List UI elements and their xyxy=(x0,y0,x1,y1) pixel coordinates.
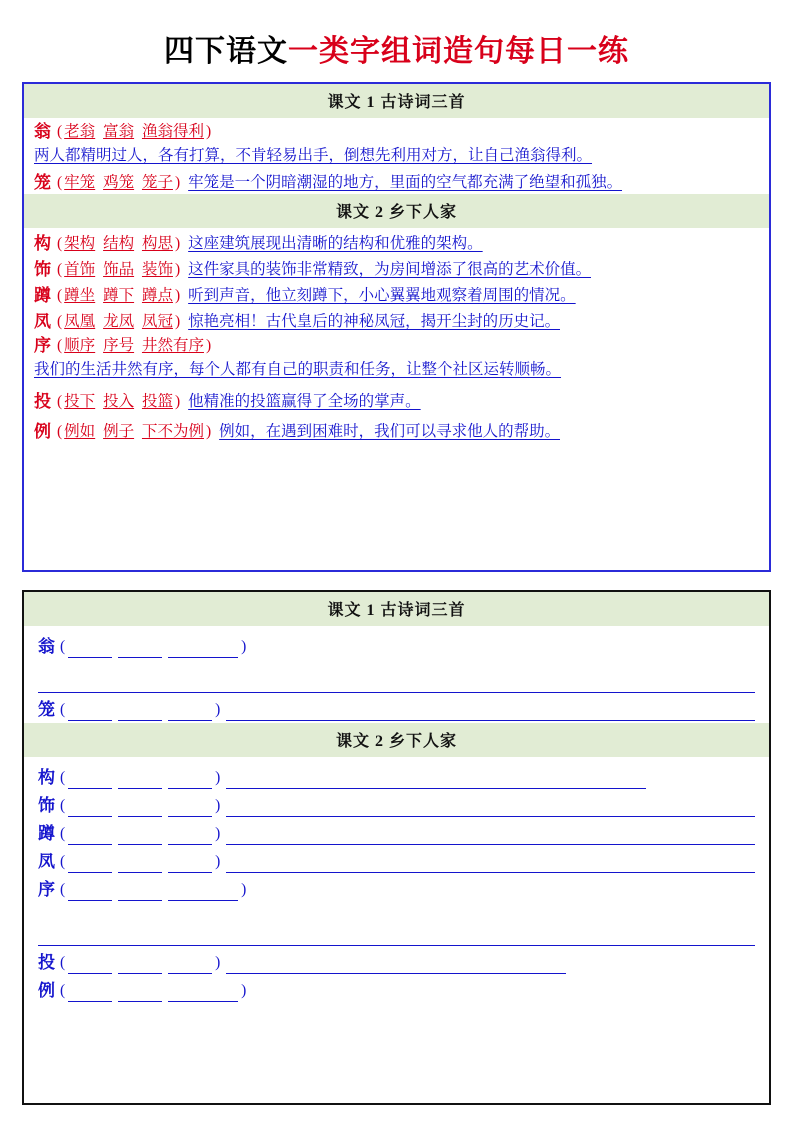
target-character: 蹲 xyxy=(34,286,51,305)
sentence-blank-line[interactable] xyxy=(226,857,755,873)
word-item: 凤冠 xyxy=(141,313,173,330)
word-blank-group: ( ) xyxy=(60,879,246,901)
word-group: ( 投下 投入 投篮 ) xyxy=(57,393,181,410)
answer-row xyxy=(34,230,759,256)
answer-sentence: 听到声音，他立刻蹲下，小心翼翼地观察着周围的情况。 xyxy=(188,287,576,304)
word-blank[interactable] xyxy=(118,829,162,845)
target-character: 例 xyxy=(38,981,55,1000)
practice-lesson2-heading: 课文 2 乡下人家 xyxy=(24,723,769,757)
word-item: 投入 xyxy=(103,393,135,410)
word-item: 下不为例 xyxy=(141,423,204,440)
word-item: 结构 xyxy=(103,235,135,252)
word-item: 架构 xyxy=(64,235,96,252)
practice-row xyxy=(38,976,755,1004)
answer-row xyxy=(34,282,759,308)
word-item: 老翁 xyxy=(64,123,96,140)
target-character: 构 xyxy=(34,234,51,253)
word-blank-group: ( ) xyxy=(60,952,220,974)
practice-box xyxy=(22,590,771,1105)
word-blank[interactable] xyxy=(118,705,162,721)
answer-sentence: 我们的生活井然有序，每个人都有自己的职责和任务，让整个社区运转顺畅。 xyxy=(34,361,562,378)
word-blank[interactable] xyxy=(118,857,162,873)
practice-row xyxy=(38,763,755,791)
practice-lesson1-entries xyxy=(24,626,769,723)
word-blank[interactable] xyxy=(68,801,112,817)
word-group: ( 首饰 饰品 装饰 ) xyxy=(57,261,181,278)
word-item: 龙凤 xyxy=(103,313,135,330)
target-character: 序 xyxy=(34,336,51,355)
word-blank-group: ( ) xyxy=(60,767,220,789)
answer-row xyxy=(34,334,759,357)
practice-row xyxy=(38,948,755,976)
answer-sentence: 这件家具的装饰非常精致，为房间增添了很高的艺术价值。 xyxy=(188,261,592,278)
answer-sentence: 他精准的投篮赢得了全场的掌声。 xyxy=(188,393,421,410)
target-character: 笼 xyxy=(34,173,51,192)
word-blank[interactable] xyxy=(168,958,212,974)
word-blank-group: ( ) xyxy=(60,636,246,658)
word-blank[interactable] xyxy=(118,801,162,817)
word-group: ( 老翁 富翁 渔翁得利 ) xyxy=(57,123,212,140)
target-character: 凤 xyxy=(34,312,51,331)
word-blank-group: ( ) xyxy=(60,851,220,873)
word-item: 构思 xyxy=(141,235,173,252)
sentence-blank-line[interactable] xyxy=(226,773,646,789)
word-item: 投下 xyxy=(64,393,96,410)
word-blank[interactable] xyxy=(68,885,112,901)
word-blank[interactable] xyxy=(118,958,162,974)
answers-box xyxy=(22,82,771,572)
word-blank[interactable] xyxy=(68,857,112,873)
target-character: 投 xyxy=(34,392,51,411)
page-title-prefix: 四下语文 xyxy=(164,35,288,68)
target-character: 饰 xyxy=(34,260,51,279)
word-item: 蹲坐 xyxy=(64,287,96,304)
word-blank[interactable] xyxy=(68,986,112,1002)
word-group: ( 蹲坐 蹲下 蹲点 ) xyxy=(57,287,181,304)
word-blank[interactable] xyxy=(168,986,238,1002)
word-blank[interactable] xyxy=(118,986,162,1002)
target-character: 笼 xyxy=(38,700,55,719)
target-character: 投 xyxy=(38,953,55,972)
word-blank[interactable] xyxy=(68,829,112,845)
target-character: 蹲 xyxy=(38,824,55,843)
answer-sentence: 牢笼是一个阴暗潮湿的地方，里面的空气都充满了绝望和孤独。 xyxy=(188,174,623,191)
word-item: 牢笼 xyxy=(64,174,96,191)
answers-lesson1-entries xyxy=(24,118,769,194)
word-blank[interactable] xyxy=(68,705,112,721)
target-character: 饰 xyxy=(38,796,55,815)
sentence-blank-line[interactable] xyxy=(38,676,755,693)
answer-sentence: 这座建筑展现出清晰的结构和优雅的架构。 xyxy=(188,235,483,252)
word-blank[interactable] xyxy=(68,958,112,974)
answers-lesson1-heading: 课文 1 古诗词三首 xyxy=(24,84,769,118)
word-item: 凤凰 xyxy=(64,313,96,330)
answer-row xyxy=(34,171,759,194)
word-blank-group: ( ) xyxy=(60,699,220,721)
word-group: ( 例如 例子 下不为例 ) xyxy=(57,423,212,440)
sentence-blank-line[interactable] xyxy=(226,801,755,817)
word-blank-group: ( ) xyxy=(60,823,220,845)
word-blank[interactable] xyxy=(168,885,238,901)
page-title xyxy=(22,0,771,82)
word-blank[interactable] xyxy=(68,642,112,658)
word-group: ( 顺序 序号 井然有序 ) xyxy=(57,337,212,354)
answer-row xyxy=(34,256,759,282)
target-character: 例 xyxy=(34,422,51,441)
word-blank[interactable] xyxy=(168,705,212,721)
word-item: 饰品 xyxy=(103,261,135,278)
word-item: 投篮 xyxy=(141,393,173,410)
word-item: 井然有序 xyxy=(141,337,204,354)
practice-lesson2-entries xyxy=(24,757,769,1004)
target-character: 凤 xyxy=(38,852,55,871)
word-blank[interactable] xyxy=(118,773,162,789)
answer-sentence: 例如，在遇到困难时，我们可以寻求他人的帮助。 xyxy=(219,423,561,440)
answer-sentence: 两人都精明过人，各有打算，不肯轻易出手，倒想先利用对方，让自己渔翁得利。 xyxy=(34,147,593,164)
sentence-blank-line[interactable] xyxy=(226,829,755,845)
practice-lesson1-heading: 课文 1 古诗词三首 xyxy=(24,592,769,626)
target-character: 构 xyxy=(38,768,55,787)
word-item: 渔翁得利 xyxy=(141,123,204,140)
word-blank[interactable] xyxy=(118,885,162,901)
word-blank[interactable] xyxy=(168,642,238,658)
word-item: 顺序 xyxy=(64,337,96,354)
answer-row xyxy=(34,120,759,143)
word-group: ( 架构 结构 构思 ) xyxy=(57,235,181,252)
word-item: 例子 xyxy=(103,423,135,440)
practice-row xyxy=(38,847,755,875)
word-blank[interactable] xyxy=(168,801,212,817)
word-blank[interactable] xyxy=(168,773,212,789)
word-item: 序号 xyxy=(103,337,135,354)
answer-row xyxy=(34,308,759,334)
word-item: 笼子 xyxy=(141,174,173,191)
word-item: 蹲点 xyxy=(141,287,173,304)
answer-row xyxy=(34,385,759,415)
sentence-blank-line[interactable] xyxy=(226,958,566,974)
word-blank-group: ( ) xyxy=(60,795,220,817)
word-item: 装饰 xyxy=(141,261,173,278)
practice-row xyxy=(38,819,755,847)
word-item: 首饰 xyxy=(64,261,96,278)
practice-row xyxy=(38,875,755,903)
word-blank[interactable] xyxy=(68,773,112,789)
word-item: 例如 xyxy=(64,423,96,440)
word-item: 富翁 xyxy=(103,123,135,140)
target-character: 序 xyxy=(38,880,55,899)
sentence-blank-line[interactable] xyxy=(38,929,755,946)
practice-row xyxy=(38,695,755,723)
word-item: 蹲下 xyxy=(103,287,135,304)
word-group: ( 牢笼 鸡笼 笼子 ) xyxy=(57,174,181,191)
answers-lesson2-entries xyxy=(24,228,769,445)
answers-lesson2-heading: 课文 2 乡下人家 xyxy=(24,194,769,228)
word-group: ( 凤凰 龙凤 凤冠 ) xyxy=(57,313,181,330)
target-character: 翁 xyxy=(34,122,51,141)
target-character: 翁 xyxy=(38,637,55,656)
word-item: 鸡笼 xyxy=(103,174,135,191)
word-blank-group: ( ) xyxy=(60,980,246,1002)
practice-row xyxy=(38,632,755,660)
sentence-blank-line[interactable] xyxy=(226,705,755,721)
word-blank[interactable] xyxy=(168,857,212,873)
answer-row xyxy=(34,415,759,445)
practice-row xyxy=(38,791,755,819)
word-blank[interactable] xyxy=(168,829,212,845)
page-title-highlight: 一类字组词造句每日一练 xyxy=(288,35,629,68)
word-blank[interactable] xyxy=(118,642,162,658)
answer-sentence: 惊艳亮相！古代皇后的神秘凤冠，揭开尘封的历史记。 xyxy=(188,313,561,330)
